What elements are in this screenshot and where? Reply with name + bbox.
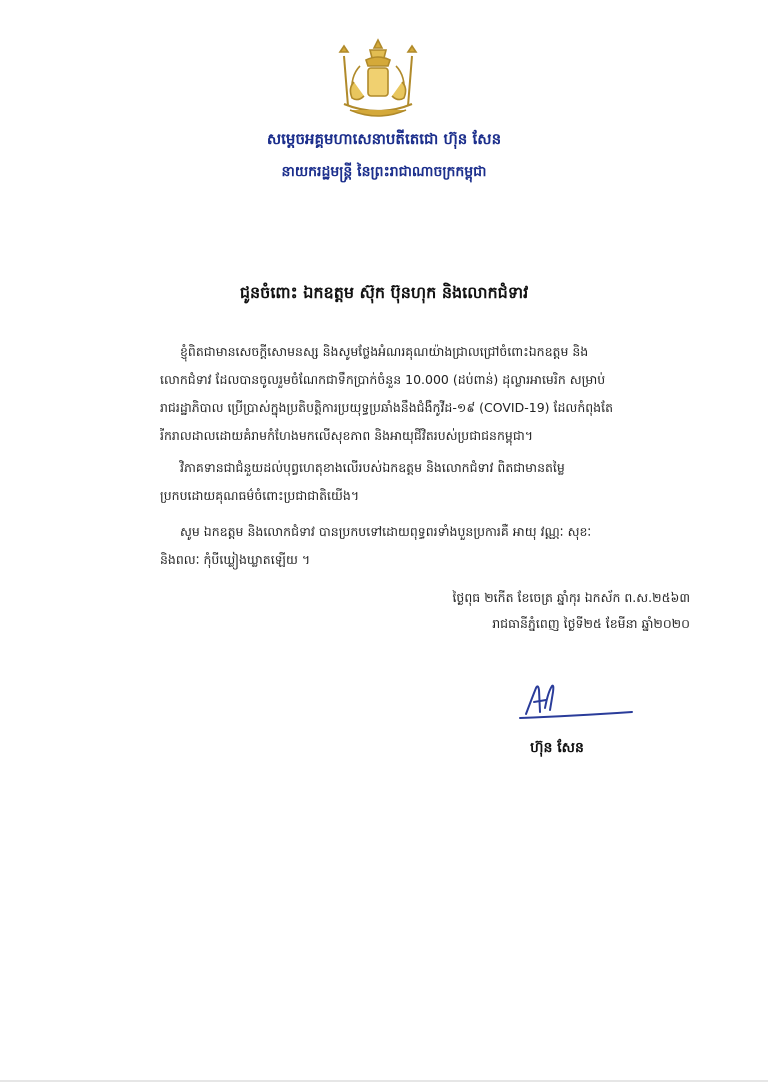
body-paragraph-1 <box>160 338 660 450</box>
salutation: ជូនចំពោះ ឯកឧត្តម ស៊ុក ប៊ុនហុក និងលោកជំទាវ <box>239 283 529 302</box>
body-paragraph-3 <box>160 518 660 574</box>
body-line: សូម ឯកឧត្តម និងលោកជំទាវ បានប្រកបទៅដោយពុទ្ធពរទាំងបួនប្រការគឺ អាយុ វណ្ណៈ សុខៈ <box>180 524 592 539</box>
body-line: រាជរដ្ឋាភិបាល ប្រើប្រាស់ក្នុងប្រតិបត្តិការប្រយុទ្ធប្រឆាំងនឹងជំងឺកូវីដ-១៩ (COVID-19) ដែលកំពុងតែ <box>160 400 614 415</box>
signatory-name: ហ៊ុន សែន <box>530 740 584 756</box>
royal-coat-of-arms-icon <box>330 36 426 120</box>
body-line: ប្រកបដោយគុណធម៌ចំពោះប្រជាជាតិយើង។ <box>160 488 360 503</box>
solar-date: រាជធានីភ្នំពេញ ថ្ងៃទី២៥ ខែមីនា ឆ្នាំ២០២០ <box>492 616 690 631</box>
body-line: ខ្ញុំពិតជាមានសេចក្តីសោមនស្ស និងសូមថ្លែងអំណរគុណយ៉ាងជ្រាលជ្រៅចំពោះឯកឧត្តម និង <box>180 344 589 359</box>
page-edge <box>0 1080 768 1082</box>
sender-position: នាយករដ្ឋមន្ត្រី នៃព្រះរាជាណាចក្រកម្ពុជា <box>281 164 487 180</box>
sender-title: សម្តេចអគ្គមហាសេនាបតីតេជោ ហ៊ុន សែន <box>266 130 502 148</box>
body-line: រីករាលដាលដោយគំរាមកំហែងមកលើសុខភាព និងអាយុជីវិតរបស់ប្រជាជនកម្ពុជា។ <box>160 428 533 443</box>
lunar-date: ថ្ងៃពុធ ២កើត ខែចេត្រ ឆ្នាំកុរ ឯកស័ក ព.ស.២៥៦៣ <box>452 590 690 605</box>
body-line: និងពលៈ កុំបីឃ្លៀងឃ្លាតឡើយ ។ <box>160 552 311 567</box>
body-line: វិភាគទានជាជំនួយដល់បុព្វហេតុខាងលើរបស់ឯកឧត្តម និងលោកជំទាវ ពិតជាមានតម្លៃ <box>180 460 565 475</box>
body-paragraph-2 <box>160 454 660 510</box>
body-line: លោកជំទាវ ដែលបានចូលរួមចំណែកជាទឹកប្រាក់ចំនួន 10.000 (ដប់ពាន់) ដុល្លារអាមេរិក សម្រាប់ <box>160 372 606 387</box>
handwritten-signature <box>512 678 638 726</box>
